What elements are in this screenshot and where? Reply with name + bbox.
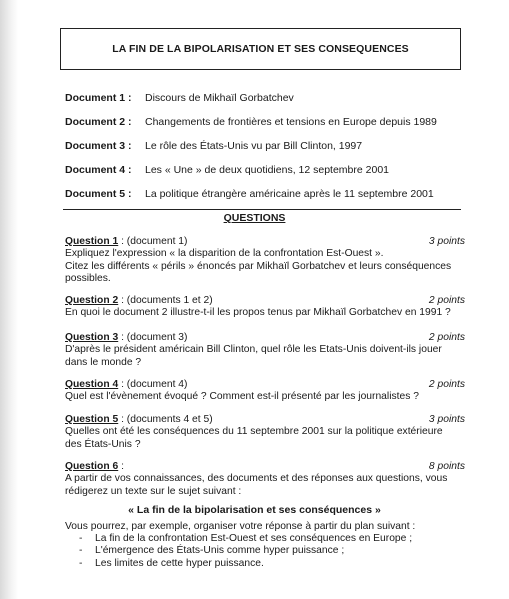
plan-item — [79, 545, 412, 557]
question-points: 2 points — [428, 332, 465, 343]
document-title: Le rôle des États-Unis vu par Bill Clinton, 1997 — [145, 140, 363, 152]
document-label: Document 1 : — [65, 92, 132, 104]
document-row — [65, 140, 485, 164]
question-text: Quelles ont été les conséquences du 11 septembre 2001 sur la politique extérieure des États-Unis ? — [65, 426, 443, 450]
essay-subject: « La fin de la bipolarisation et ses conséquences » — [128, 504, 381, 516]
question-points: 3 points — [428, 414, 465, 425]
document-row — [65, 116, 485, 140]
document-label: Document 2 : — [65, 116, 132, 128]
question-block — [65, 379, 465, 404]
plan-list — [79, 533, 412, 570]
plan-item — [79, 558, 412, 570]
question-ref: : (document 3) — [118, 332, 188, 343]
plan-intro: Vous pourrez, par exemple, organiser votre réponse à partir du plan suivant : — [65, 521, 416, 532]
plan-item-text: L'émergence des États-Unis comme hyper puissance ; — [95, 545, 345, 557]
question-label: Question 1 — [65, 236, 119, 247]
question-points: 2 points — [428, 379, 465, 390]
question-block — [65, 414, 465, 451]
document-title: La politique étrangère américaine après le 11 septembre 2001 — [145, 188, 434, 200]
document-title: Les « Une » de deux quotidiens, 12 septembre 2001 — [145, 164, 390, 176]
title-box — [60, 28, 461, 70]
question-label: Question 4 — [65, 379, 119, 390]
question-block — [65, 332, 465, 369]
plan-bullet: - — [79, 545, 83, 557]
plan-item — [79, 533, 412, 545]
question-points: 2 points — [428, 295, 465, 306]
document-row — [65, 92, 485, 116]
document-title: Discours de Mikhaïl Gorbatchev — [145, 92, 294, 104]
question-label: Question 6 — [65, 461, 119, 472]
question-block — [65, 295, 465, 320]
question-label: Question 5 — [65, 414, 119, 425]
plan-item-text: La fin de la confrontation Est-Ouest et ses conséquences en Europe ; — [95, 533, 413, 544]
question-ref: : (document 1) — [118, 236, 188, 247]
question-label: Question 2 — [65, 295, 119, 306]
document-label: Document 4 : — [65, 164, 132, 176]
question-block — [65, 461, 465, 498]
document-label: Document 3 : — [65, 140, 132, 152]
page-title: LA FIN DE LA BIPOLARISATION ET SES CONSEQUENCES — [112, 43, 409, 55]
question-text: Expliquez l'expression « la disparition de la confrontation Est-Ouest ». Citez les différents « périls » énoncés par Mikhaïl Gorbatchev et leurs conséquences possibles. — [65, 248, 452, 285]
question-label: Question 3 — [65, 332, 119, 343]
questions-heading: QUESTIONS — [223, 212, 286, 224]
question-text: Quel est l'évènement évoqué ? Comment est-il présenté par les journalistes ? — [65, 391, 419, 403]
question-ref: : — [118, 461, 124, 472]
question-ref: : (documents 4 et 5) — [118, 414, 213, 425]
question-ref: : (document 4) — [118, 379, 188, 390]
question-text: A partir de vos connaissances, des documents et des réponses aux questions, vous rédigerez un texte sur le sujet suivant : — [65, 473, 448, 497]
plan-bullet: - — [79, 533, 83, 544]
document-row — [65, 164, 485, 188]
question-points: 3 points — [428, 236, 465, 247]
question-block — [65, 236, 465, 286]
document-list — [65, 92, 485, 212]
document-title: Changements de frontières et tensions en Europe depuis 1989 — [145, 116, 437, 128]
section-divider — [63, 209, 461, 210]
question-text: D'après le président américain Bill Clinton, quel rôle les Etats-Unis doivent-ils jouer dans le monde ? — [65, 344, 442, 368]
plan-bullet: - — [79, 557, 83, 569]
question-points: 8 points — [428, 461, 465, 472]
document-label: Document 5 : — [65, 188, 132, 200]
plan-item-text: Les limites de cette hyper puissance. — [95, 557, 264, 569]
question-text: En quoi le document 2 illustre-t-il les propos tenus par Mikhaïl Gorbatchev en 1991 ? — [65, 307, 451, 319]
question-ref: : (documents 1 et 2) — [118, 295, 213, 306]
